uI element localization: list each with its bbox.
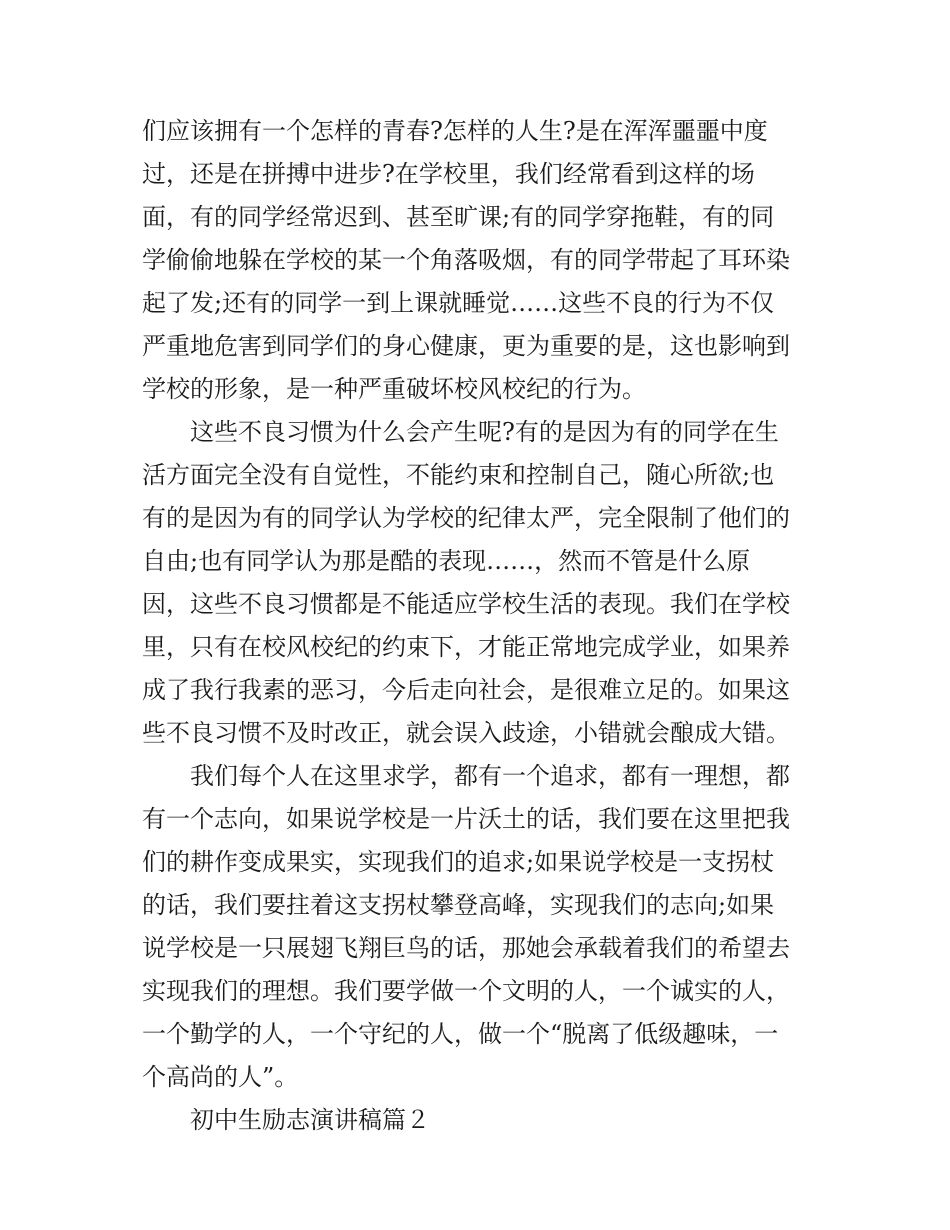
text-line: 起了发;还有的同学一到上课就睡觉……这些不良的行为不仅 bbox=[142, 289, 775, 317]
text-line: 一个勤学的人，一个守纪的人，做一个“脱离了低级趣味，一 bbox=[142, 1020, 779, 1048]
text-line: 们的耕作变成果实，实现我们的追求;如果说学校是一支拐杖 bbox=[142, 848, 775, 876]
text-line: 有一个志向，如果说学校是一片沃土的话，我们要在这里把我 bbox=[142, 805, 790, 833]
text-line: 学校的形象，是一种严重破坏校风校纪的行为。 bbox=[142, 375, 646, 403]
document-body bbox=[142, 110, 822, 1142]
paragraph-start-line: 我们每个人在这里求学，都有一个追求，都有一理想，都 bbox=[190, 762, 790, 790]
text-line: 自由;也有同学认为那是酷的表现……，然而不管是什么原 bbox=[142, 547, 751, 575]
text-line: 里，只有在校风校纪的约束下，才能正常地完成学业，如果养 bbox=[142, 633, 790, 661]
section-heading: 初中生励志演讲稿篇２ bbox=[190, 1106, 430, 1134]
text-line: 因，这些不良习惯都是不能适应学校生活的表现。我们在学校 bbox=[142, 590, 790, 618]
text-line: 过，还是在拼搏中进步?在学校里，我们经常看到这样的场 bbox=[142, 160, 755, 188]
text-line: 些不良习惯不及时改正，就会误入歧途，小错就会酿成大错。 bbox=[142, 719, 790, 747]
text-line: 活方面完全没有自觉性，不能约束和控制自己，随心所欲;也 bbox=[142, 461, 775, 489]
text-line: 严重地危害到同学们的身心健康，更为重要的是，这也影响到 bbox=[142, 332, 790, 360]
text-line: 的话，我们要拄着这支拐杖攀登高峰，实现我们的志向;如果 bbox=[142, 891, 775, 919]
text-line: 成了我行我素的恶习，今后走向社会，是很难立足的。如果这 bbox=[142, 676, 790, 704]
text-line: 学偷偷地躲在学校的某一个角落吸烟，有的同学带起了耳环染 bbox=[142, 246, 790, 274]
paragraph-start-line: 这些不良习惯为什么会产生呢?有的是因为有的同学在生 bbox=[190, 418, 779, 446]
text-line: 们应该拥有一个怎样的青春?怎样的人生?是在浑浑噩噩中度 bbox=[142, 117, 768, 145]
text-line: 个高尚的人”。 bbox=[142, 1063, 299, 1091]
text-line: 面，有的同学经常迟到、甚至旷课;有的同学穿拖鞋，有的同 bbox=[142, 203, 775, 231]
text-line: 说学校是一只展翅飞翔巨鸟的话，那她会承载着我们的希望去 bbox=[142, 934, 790, 962]
text-line: 实现我们的理想。我们要学做一个文明的人，一个诚实的人， bbox=[142, 977, 790, 1005]
text-line: 有的是因为有的同学认为学校的纪律太严，完全限制了他们的 bbox=[142, 504, 790, 532]
